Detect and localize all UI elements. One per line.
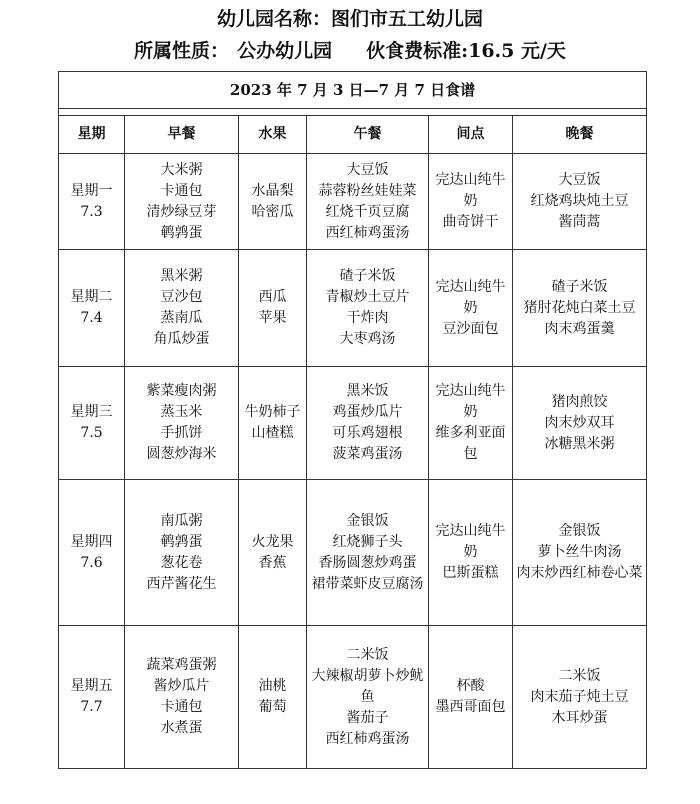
lunch-item: 红烧千页豆腐 (325, 203, 410, 220)
breakfast-item: 卡通包 (160, 699, 203, 715)
day-date: 7.3 (80, 203, 103, 220)
fruit-item: 水晶梨 (251, 182, 294, 199)
table-row (59, 480, 647, 626)
menu-title-row (59, 72, 647, 109)
table-row (59, 154, 647, 250)
dinner-cell (513, 154, 647, 250)
dinner-item: 肉末炒双耳 (544, 414, 615, 431)
fruit-item: 香蕉 (258, 554, 287, 571)
col-header-fruit: 水果 (239, 116, 307, 154)
table-row (59, 367, 647, 480)
dinner-item: 冰糖黑米粥 (544, 435, 615, 452)
kindergarten-name-line (0, 4, 700, 31)
dinner-item: 萝卜丝牛肉汤 (537, 544, 622, 560)
snack-cell (429, 480, 513, 626)
day-cell (59, 250, 125, 367)
name-label: 幼儿园名称： (216, 8, 331, 30)
dinner-item: 酱茼蒿 (558, 214, 601, 230)
header-row (59, 116, 647, 154)
lunch-item: 大辣椒胡萝卜炒鱿鱼 (311, 667, 424, 705)
dinner-item: 红烧鸡块炖土豆 (530, 193, 629, 209)
breakfast-item: 蒸玉米 (160, 404, 203, 420)
fruit-cell (239, 480, 307, 626)
breakfast-item: 酱炒瓜片 (153, 678, 210, 694)
day-cell (59, 480, 125, 626)
snack-item: 墨西哥面包 (435, 699, 506, 715)
dinner-item: 肉末茄子炖土豆 (530, 688, 629, 705)
breakfast-item: 手抓饼 (160, 425, 203, 441)
menu-table (58, 71, 647, 769)
breakfast-item: 鹌鹑蛋 (160, 533, 203, 550)
lunch-item: 裙带菜虾皮豆腐汤 (311, 575, 424, 592)
fruit-item: 葡萄 (258, 699, 287, 715)
lunch-item: 蒜蓉粉丝娃娃菜 (318, 182, 417, 199)
breakfast-cell (125, 367, 239, 480)
day-date: 7.4 (80, 310, 103, 326)
fruit-item: 苹果 (258, 310, 287, 326)
day-date: 7.6 (80, 554, 103, 571)
col-header-breakfast: 早餐 (125, 116, 239, 154)
nature-value: 公办幼儿园 (237, 40, 333, 62)
breakfast-item: 水煮蛋 (160, 720, 203, 736)
lunch-item: 青椒炒土豆片 (325, 289, 410, 305)
snack-cell (429, 154, 513, 250)
lunch-item: 二米饭 (346, 646, 389, 663)
table-row (59, 626, 647, 769)
breakfast-item: 蔬菜鸡蛋粥 (146, 657, 217, 673)
dinner-item: 猪肉煎饺 (551, 393, 608, 410)
fruit-cell (239, 367, 307, 480)
day-name: 星期五 (70, 678, 113, 694)
snack-cell (429, 250, 513, 367)
breakfast-cell (125, 480, 239, 626)
fruit-cell (239, 154, 307, 250)
fruit-item: 牛奶柿子 (244, 404, 301, 420)
snack-item: 完达山纯牛奶 (435, 523, 506, 560)
lunch-cell (307, 480, 429, 626)
lunch-item: 鸡蛋炒瓜片 (332, 404, 403, 420)
lunch-item: 西红柿鸡蛋汤 (325, 224, 410, 241)
fee-label: 伙食费标准: (366, 40, 469, 62)
breakfast-item: 角瓜炒蛋 (153, 331, 210, 347)
dinner-item: 大豆饭 (558, 172, 601, 188)
dinner-item: 二米饭 (558, 667, 601, 684)
breakfast-cell (125, 626, 239, 769)
dinner-cell (513, 250, 647, 367)
lunch-cell (307, 154, 429, 250)
name-value: 图们市五工幼儿园 (331, 8, 484, 30)
col-header-day: 星期 (59, 116, 125, 154)
day-cell (59, 626, 125, 769)
fruit-cell (239, 626, 307, 769)
breakfast-item: 葱花卷 (160, 554, 203, 571)
snack-item: 豆沙面包 (442, 320, 499, 337)
lunch-item: 西红柿鸡蛋汤 (325, 730, 410, 747)
lunch-item: 香肠圆葱炒鸡蛋 (318, 554, 417, 571)
snack-item: 完达山纯牛奶 (435, 278, 506, 316)
breakfast-item: 大米粥 (160, 161, 203, 178)
dinner-item: 猪肘花炖白菜土豆 (523, 299, 636, 316)
lunch-item: 碴子米饭 (339, 268, 396, 284)
fruit-item: 火龙果 (251, 533, 294, 550)
fruit-cell (239, 250, 307, 367)
breakfast-item: 鹌鹑蛋 (160, 224, 203, 241)
fee-value: 16.5 元/天 (468, 40, 566, 62)
col-header-lunch: 午餐 (307, 116, 429, 154)
day-date: 7.5 (80, 425, 103, 441)
day-cell (59, 367, 125, 480)
snack-item: 杯酸 (456, 678, 485, 694)
nature-fee-line (0, 36, 700, 63)
col-header-dinner: 晚餐 (513, 116, 647, 154)
table-row (59, 250, 647, 367)
dinner-cell (513, 480, 647, 626)
col-header-snack: 间点 (429, 116, 513, 154)
snack-cell (429, 626, 513, 769)
breakfast-item: 南瓜粥 (160, 512, 203, 529)
snack-item: 完达山纯牛奶 (435, 172, 506, 209)
fruit-item: 油桃 (258, 678, 287, 694)
breakfast-cell (125, 154, 239, 250)
lunch-item: 金银饭 (346, 512, 389, 529)
separator (59, 109, 647, 116)
day-name: 星期一 (70, 182, 113, 199)
lunch-cell (307, 250, 429, 367)
lunch-item: 红烧狮子头 (332, 533, 403, 550)
dinner-cell (513, 367, 647, 480)
lunch-item: 可乐鸡翅根 (332, 425, 403, 441)
fruit-item: 哈密瓜 (251, 203, 294, 220)
lunch-cell (307, 367, 429, 480)
day-name: 星期四 (70, 533, 113, 550)
breakfast-item: 豆沙包 (160, 289, 203, 305)
breakfast-item: 西芹酱花生 (146, 575, 217, 592)
menu-body (59, 154, 647, 769)
lunch-item: 黑米饭 (346, 383, 389, 399)
nature-label: 所属性质： (134, 40, 230, 62)
dinner-item: 碴子米饭 (551, 278, 608, 295)
lunch-item: 酱茄子 (346, 709, 389, 726)
dinner-item: 肉末鸡蛋羹 (544, 320, 615, 337)
breakfast-item: 蒸南瓜 (160, 310, 203, 326)
dinner-cell (513, 626, 647, 769)
breakfast-item: 紫菜瘦肉粥 (146, 383, 217, 399)
day-name: 星期二 (70, 289, 113, 305)
day-date: 7.7 (80, 699, 103, 715)
snack-cell (429, 367, 513, 480)
menu-title: 2023 年 7 月 3 日—7 月 7 日食谱 (59, 72, 647, 109)
snack-item: 曲奇饼干 (442, 214, 499, 230)
breakfast-item: 黑米粥 (160, 268, 203, 284)
dinner-item: 肉末炒西红柿卷心菜 (516, 565, 643, 581)
lunch-item: 干炸肉 (346, 310, 389, 326)
breakfast-item: 清炒绿豆芽 (146, 203, 217, 220)
breakfast-cell (125, 250, 239, 367)
snack-item: 巴斯蛋糕 (442, 565, 499, 581)
lunch-item: 菠菜鸡蛋汤 (332, 446, 403, 462)
breakfast-item: 圆葱炒海米 (146, 446, 217, 462)
snack-item: 完达山纯牛奶 (435, 383, 506, 420)
day-name: 星期三 (70, 404, 113, 420)
dinner-item: 木耳炒蛋 (551, 709, 608, 726)
lunch-cell (307, 626, 429, 769)
snack-item: 维多利亚面包 (435, 425, 506, 462)
fruit-item: 西瓜 (258, 289, 287, 305)
fruit-item: 山楂糕 (251, 425, 294, 441)
breakfast-item: 卡通包 (160, 182, 203, 199)
lunch-item: 大豆饭 (346, 161, 389, 178)
day-cell (59, 154, 125, 250)
lunch-item: 大枣鸡汤 (339, 331, 396, 347)
dinner-item: 金银饭 (558, 523, 601, 539)
